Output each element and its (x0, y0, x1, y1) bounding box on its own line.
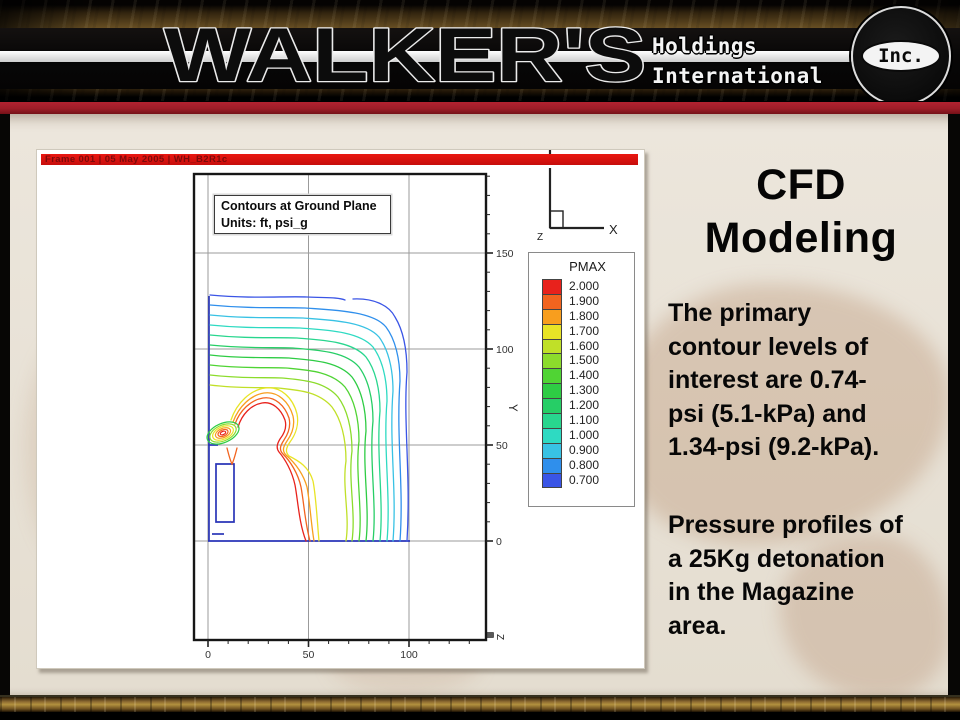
tecplot-header-text: Frame 001 | 05 May 2005 | WH_B2R1c (45, 154, 228, 165)
body-line: interest are 0.74- (668, 366, 867, 394)
legend-row (542, 324, 599, 339)
legend-value-label: 1.600 (569, 338, 600, 353)
axis-ticks (208, 176, 493, 647)
legend-value-label: 1.100 (569, 413, 600, 428)
legend-title: PMAX (569, 259, 606, 274)
legend-row (542, 428, 599, 443)
tick-labels (205, 248, 514, 661)
legend-row (542, 473, 599, 488)
y-tick-label: 150 (496, 247, 514, 260)
legend-color-swatch (542, 413, 562, 429)
legend-value-label: 1.000 (569, 427, 600, 442)
legend-row (542, 413, 599, 428)
inc-badge (851, 6, 951, 106)
legend-color-swatch (542, 339, 562, 355)
contour-lines (210, 295, 408, 541)
legend-color-swatch (542, 428, 562, 444)
legend-color-swatch (542, 383, 562, 399)
legend-value-label: 1.300 (569, 383, 600, 398)
brand-wordmark: WALKER'S (164, 13, 646, 98)
holdings-text: Holdings (652, 34, 758, 58)
legend-color-swatch (542, 294, 562, 310)
legend-color-swatch (542, 398, 562, 414)
x-tick-label: 50 (302, 649, 315, 661)
plot-annotation-box (214, 195, 391, 234)
corner-smudge (486, 632, 494, 638)
legend-value-label: 0.700 (569, 472, 600, 487)
wood-footer-bar (0, 695, 960, 712)
legend-value-label: 0.900 (569, 442, 600, 457)
legend-row (542, 398, 599, 413)
red-divider-bar (0, 101, 960, 114)
y-tick-label: 100 (496, 343, 514, 356)
title-line: CFD (756, 161, 846, 209)
plot-panel (36, 149, 645, 669)
annotation-line1: Contours at Ground Plane (221, 199, 377, 213)
legend-value-label: 0.800 (569, 457, 600, 472)
legend-row (542, 294, 599, 309)
axis-y-label: Y (506, 404, 518, 412)
brand-logo (160, 13, 660, 98)
international-text: International (652, 64, 823, 88)
legend-value-label: 1.800 (569, 308, 600, 323)
body-line: area. (668, 611, 727, 640)
legend-value-label: 1.500 (569, 353, 600, 368)
axis-x-label: X (609, 222, 618, 237)
legend-color-swatch (542, 458, 562, 474)
annotation-line2: Units: ft, psi_g (221, 215, 308, 230)
axis-z-origin-label: Z (537, 232, 544, 243)
axis-z-label: Z (494, 634, 505, 641)
legend-color-swatch (542, 473, 562, 489)
body-line: a 25Kg detonation (668, 544, 885, 573)
legend-color-swatch (542, 443, 562, 459)
legend-value-label: 1.400 (569, 368, 600, 383)
legend-color-swatch (542, 309, 562, 325)
text-column (656, 114, 946, 695)
legend-value-label: 1.700 (569, 323, 600, 338)
title-line: Modeling (704, 214, 898, 262)
x-tick-label: 0 (205, 649, 211, 661)
legend-row (542, 353, 599, 368)
legend-color-swatch (542, 368, 562, 384)
slide-title (656, 159, 946, 265)
legend-color-swatch (542, 279, 562, 295)
body-line: in the Magazine (668, 578, 855, 606)
contour-line-1.9 (227, 448, 237, 464)
legend-color-swatch (542, 324, 562, 340)
contour-line-1.5 (210, 375, 353, 541)
brand-subtitle (652, 31, 823, 91)
inc-lens (861, 40, 941, 72)
legend-row (542, 339, 599, 354)
left-edge-bar (0, 114, 10, 695)
y-tick-label: 50 (496, 439, 508, 452)
body-paragraph-2 (668, 509, 903, 643)
legend-box (528, 252, 635, 507)
body-line: contour levels of (668, 332, 869, 361)
legend-color-swatch (542, 353, 562, 369)
legend-row (542, 458, 599, 473)
orientation-axes-icon (550, 150, 604, 228)
header-banner (0, 0, 960, 101)
body-line: 1.34-psi (9.2-kPa). (668, 433, 880, 461)
legend-value-label: 1.200 (569, 398, 600, 413)
legend-row (542, 383, 599, 398)
body-line: psi (5.1-kPa) and (668, 399, 867, 428)
x-tick-label: 100 (400, 649, 418, 661)
legend-row (542, 443, 599, 458)
legend-value-label: 2.000 (569, 279, 600, 293)
body-line: The primary (668, 299, 812, 327)
contour-line-1.8 (233, 393, 314, 541)
body-line: Pressure profiles of (668, 511, 903, 539)
legend-value-label: 1.900 (569, 293, 600, 308)
legend-row (542, 279, 599, 294)
slide-body (0, 114, 960, 695)
legend-row (542, 368, 599, 383)
right-edge-bar (948, 114, 960, 695)
inc-text: Inc. (878, 45, 924, 67)
contour-line-1.1 (210, 335, 381, 541)
legend-row (542, 309, 599, 324)
y-tick-label: 0 (496, 535, 502, 548)
legend-entries (542, 279, 599, 487)
body-paragraph-1 (668, 297, 879, 465)
